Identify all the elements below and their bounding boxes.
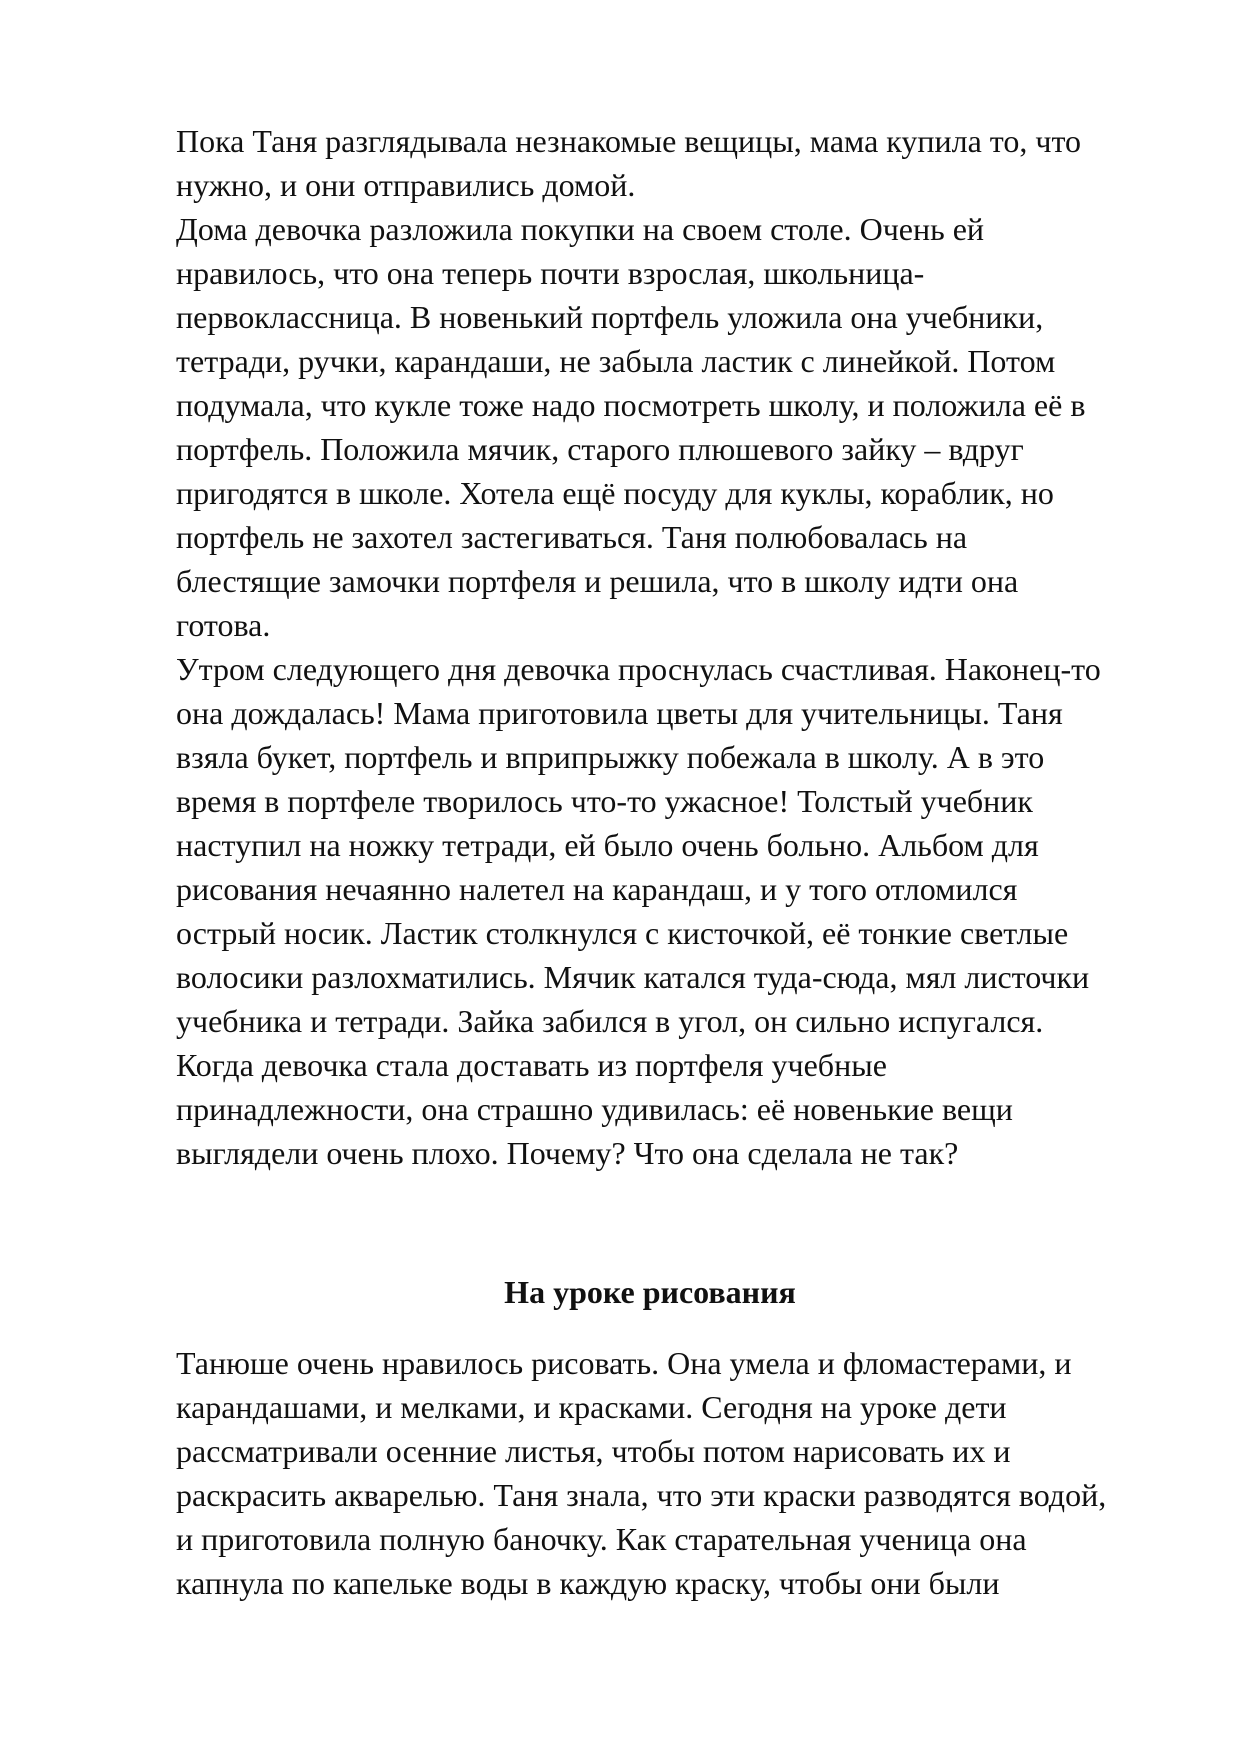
text-line: острый носик. Ластик столкнулся с кисточкой, её тонкие светлые (176, 915, 1069, 951)
text-line: портфель не захотел застегиваться. Таня полюбовалась на (176, 519, 968, 555)
text-line: выглядели очень плохо. Почему? Что она сделала не так? (176, 1135, 959, 1171)
text-line: карандашами, и мелками, и красками. Сегодня на уроке дети (176, 1389, 1007, 1425)
text-line: пригодятся в школе. Хотела ещё посуду для куклы, кораблик, но (176, 475, 1054, 511)
text-line: портфель. Положила мячик, старого плюшевого зайку – вдруг (176, 431, 1024, 467)
text-line: время в портфеле творилось что-то ужасное! Толстый учебник (176, 783, 1033, 819)
text-line: первоклассница. В новенький портфель уложила она учебники, (176, 299, 1044, 335)
text-line: Дома девочка разложила покупки на своем столе. Очень ей (176, 211, 985, 247)
text-line: раскрасить акварелью. Таня знала, что эти краски разводятся водой, (176, 1477, 1107, 1513)
text-line: Когда девочка стала доставать из портфеля учебные (176, 1047, 887, 1083)
text-line: рассматривали осенние листья, чтобы потом нарисовать их и (176, 1433, 1011, 1469)
story-part-1 (176, 119, 1176, 1175)
text-line: готова. (176, 607, 271, 643)
text-line: капнула по капельке воды в каждую краску, чтобы они были (176, 1565, 1000, 1601)
section-heading: На уроке рисования (504, 1274, 796, 1310)
text-line: нравилось, что она теперь почти взрослая, школьница- (176, 255, 925, 291)
text-line: наступил на ножку тетради, ей было очень больно. Альбом для (176, 827, 1039, 863)
text-line: взяла букет, портфель и вприпрыжку побежала в школу. А в это (176, 739, 1045, 775)
text-line: подумала, что кукле тоже надо посмотреть школу, и положила её в (176, 387, 1086, 423)
text-line: Утром следующего дня девочка проснулась счастливая. Наконец-то (176, 651, 1101, 687)
text-line: тетради, ручки, карандаши, не забыла ластик с линейкой. Потом (176, 343, 1056, 379)
text-line: принадлежности, она страшно удивилась: её новенькие вещи (176, 1091, 1013, 1127)
story-part-2 (176, 1341, 1176, 1605)
text-line: она дождалась! Мама приготовила цветы для учительницы. Таня (176, 695, 1063, 731)
text-line: Танюше очень нравилось рисовать. Она умела и фломастерами, и (176, 1345, 1072, 1381)
text-line: рисования нечаянно налетел на карандаш, и у того отломился (176, 871, 1018, 907)
text-line: нужно, и они отправились домой. (176, 167, 636, 203)
text-line: волосики разлохматились. Мячик катался туда-сюда, мял листочки (176, 959, 1090, 995)
text-line: и приготовила полную баночку. Как старательная ученица она (176, 1521, 1027, 1557)
text-line: блестящие замочки портфеля и решила, что в школу идти она (176, 563, 1019, 599)
text-line: учебника и тетради. Зайка забился в угол, он сильно испугался. (176, 1003, 1044, 1039)
text-line: Пока Таня разглядывала незнакомые вещицы, мама купила то, что (176, 123, 1081, 159)
